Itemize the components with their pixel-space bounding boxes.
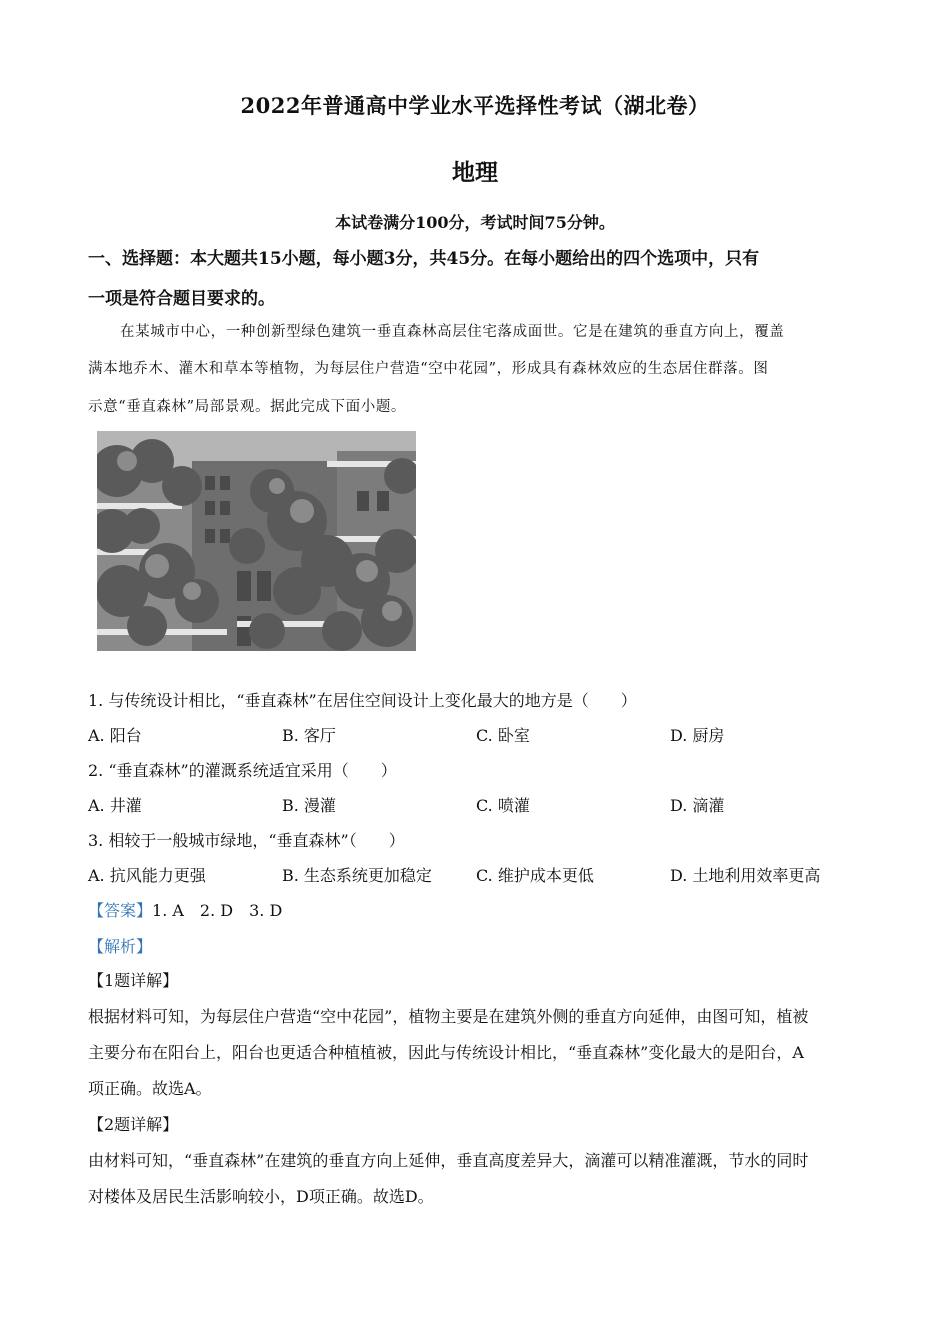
vertical-forest-photo: [97, 431, 416, 651]
q1-analysis-title: 【1题详解】: [88, 971, 179, 990]
q2-analysis-line2: 对楼体及居民生活影响较小，D项正确。故选D。: [88, 1187, 434, 1206]
section-heading-line1: 一、选择题：本大题共15小题，每小题3分，共45分。在每小题给出的四个选项中，只有: [88, 249, 760, 269]
q3-option-d: D. 土地利用效率更高: [670, 866, 821, 885]
q1-analysis-line1: 根据材料可知，为每层住户营造“空中花园”，植物主要是在建筑外侧的垂直方向延伸，由图可知，植被: [88, 1007, 809, 1026]
q1-option-d: D. 厨房: [670, 726, 725, 745]
q2-analysis-line1: 由材料可知，“垂直森林”在建筑的垂直方向上延伸，垂直高度差异大，滴灌可以精准灌溉，节水的同时: [88, 1151, 809, 1170]
q2-option-b: B. 漫灌: [282, 796, 336, 815]
q2-option-d: D. 滴灌: [670, 796, 725, 815]
subject-title: 地理: [452, 159, 498, 186]
question-1-stem: 1. 与传统设计相比，“垂直森林”在居住空间设计上变化最大的地方是（ ）: [88, 691, 637, 710]
question-2-stem: 2. “垂直森林”的灌溉系统适宜采用（ ）: [88, 761, 397, 780]
q3-option-c: C. 维护成本更低: [476, 866, 594, 885]
intro-line1: 在某城市中心，一种创新型绿色建筑一垂直森林高层住宅落成面世。它是在建筑的垂直方向上，覆盖: [120, 324, 785, 340]
q2-analysis-title: 【2题详解】: [88, 1115, 179, 1134]
q2-option-c: C. 喷灌: [476, 796, 530, 815]
answer-line: [88, 898, 868, 921]
answer-label: 【答案】: [88, 901, 153, 920]
intro-line2: 满本地乔木、灌木和草本等植物，为每层住户营造“空中花园”，形成具有森林效应的生态居住群落。图: [88, 361, 769, 377]
q3-option-a: A. 抗风能力更强: [88, 866, 206, 885]
q2-option-a: A. 井灌: [88, 796, 142, 815]
section-heading-line2: 一项是符合题目要求的。: [88, 289, 275, 309]
q1-option-a: A. 阳台: [88, 726, 142, 745]
exam-info: 本试卷满分100分，考试时间75分钟。: [335, 213, 615, 232]
analysis-label: 【解析】: [88, 937, 153, 956]
q1-analysis-line3: 项正确。故选A。: [88, 1079, 212, 1098]
q1-option-b: B. 客厅: [282, 726, 336, 745]
q1-option-c: C. 卧室: [476, 726, 530, 745]
q3-option-b: B. 生态系统更加稳定: [282, 866, 432, 885]
intro-line3: 示意“垂直森林”局部景观。据此完成下面小题。: [88, 399, 407, 415]
question-3-stem: 3. 相较于一般城市绿地，“垂直森林”（ ）: [88, 831, 405, 850]
exam-title: 2022年普通高中学业水平选择性考试（湖北卷）: [240, 93, 710, 118]
q1-analysis-line2: 主要分布在阳台上，阳台也更适合种植植被，因此与传统设计相比，“垂直森林”变化最大的是阳台，A: [88, 1043, 804, 1062]
answer-text: 1. A 2. D 3. D: [152, 901, 283, 920]
